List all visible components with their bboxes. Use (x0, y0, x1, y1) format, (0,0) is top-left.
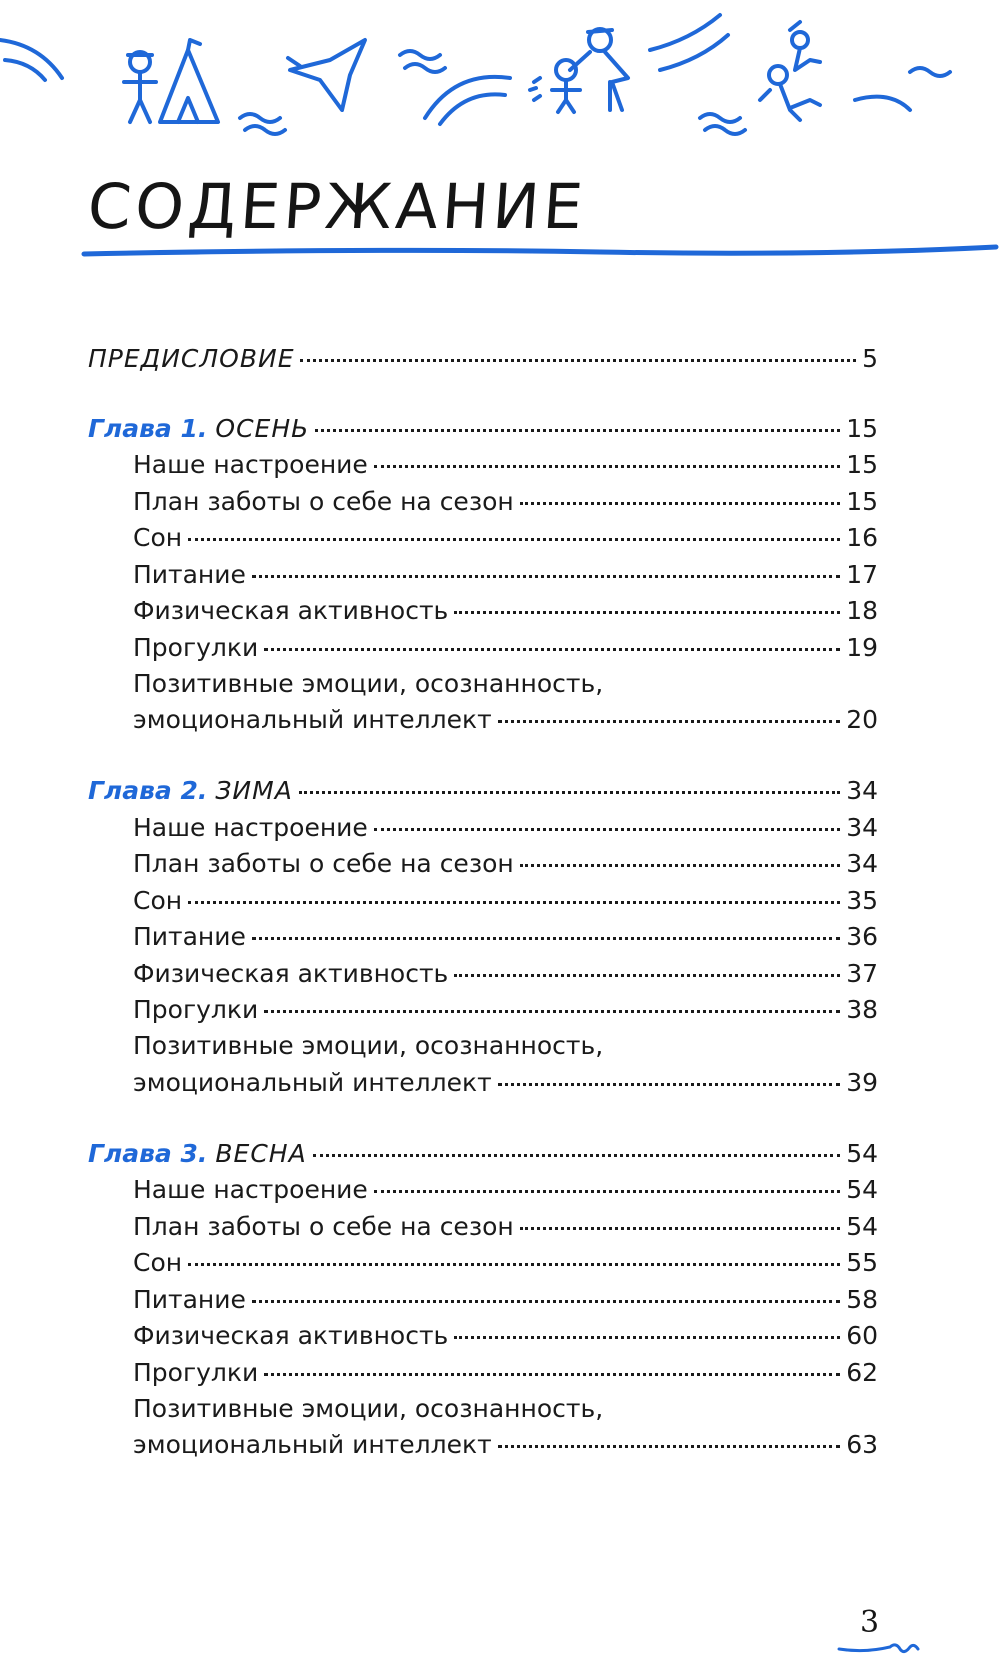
toc-entry-item[interactable] (133, 957, 878, 993)
toc-entry-page: 15 (846, 450, 878, 479)
toc-entry-page: 36 (846, 922, 878, 951)
toc-entry-label-line1[interactable]: Позитивные эмоции, осознанность, (133, 669, 604, 698)
toc-entry-label: Физическая активность (133, 1321, 449, 1350)
dot-leader (520, 864, 840, 867)
toc-entry-label-line1[interactable]: Позитивные эмоции, осознанность, (133, 1394, 604, 1423)
toc-entry-item[interactable] (133, 485, 878, 521)
toc-entry-item[interactable] (133, 594, 878, 630)
toc-entry-label: План заботы о себе на сезон (133, 849, 514, 878)
dot-leader (374, 465, 840, 468)
toc-entry-page: 15 (846, 487, 878, 516)
toc-entry-label: ПРЕДИСЛОВИЕ (88, 344, 295, 373)
toc-entry-page: 34 (846, 849, 878, 878)
toc-entry-page: 58 (846, 1285, 878, 1314)
toc-entry-item[interactable] (133, 631, 878, 667)
toc-entry-item[interactable] (133, 920, 878, 956)
toc-entry-page: 55 (846, 1248, 878, 1277)
toc-entry-item[interactable] (133, 1066, 878, 1102)
toc-entry-label: Сон (133, 1248, 183, 1277)
toc-entry-label: План заботы о себе на сезон (133, 487, 514, 516)
toc-entry-item[interactable] (133, 1319, 878, 1355)
toc-entry-label: эмоциональный интеллект (133, 1068, 492, 1097)
dot-leader (252, 575, 840, 578)
dot-leader (188, 1263, 840, 1266)
toc-entry-page: 18 (846, 596, 878, 625)
toc-entry-page: 34 (846, 813, 878, 842)
dot-leader (374, 828, 840, 831)
toc-entry-label: Физическая активность (133, 596, 449, 625)
toc-entry-page: 5 (862, 344, 878, 373)
toc-entry-page: 63 (846, 1430, 878, 1459)
toc-entry-item[interactable] (133, 558, 878, 594)
toc-entry-label: Прогулки (133, 1358, 259, 1387)
chapter-name: ВЕСНА (215, 1139, 307, 1168)
page-number-swash-icon (835, 1637, 925, 1655)
chapter-name: ЗИМА (215, 776, 293, 805)
dot-leader (300, 359, 856, 362)
toc-entry-label: эмоциональный интеллект (133, 705, 492, 734)
toc-entry-page: 62 (846, 1358, 878, 1387)
dot-leader (520, 1227, 840, 1230)
dot-leader (264, 648, 840, 651)
toc-entry-item[interactable] (133, 1428, 878, 1464)
toc-entry-label: Сон (133, 523, 183, 552)
page-number: 3 (860, 1605, 880, 1640)
dot-leader (264, 1010, 840, 1013)
dot-leader (498, 1445, 841, 1448)
toc-entry-label: Прогулки (133, 995, 259, 1024)
toc-entry-item[interactable] (133, 993, 878, 1029)
dot-leader (252, 1300, 840, 1303)
toc-entry-item[interactable] (133, 1210, 878, 1246)
toc-entry-page: 34 (846, 776, 878, 805)
toc-entry-label: План заботы о себе на сезон (133, 1212, 514, 1241)
chapter-prefix: Глава 3. (88, 1139, 208, 1168)
toc-entry-label: Питание (133, 1285, 246, 1314)
toc-entry-page: 54 (846, 1212, 878, 1241)
toc-entry-item[interactable] (133, 884, 878, 920)
dot-leader (454, 1336, 840, 1339)
toc-entry-page: 54 (846, 1139, 878, 1168)
toc-entry-page: 39 (846, 1068, 878, 1097)
dot-leader (313, 1154, 840, 1157)
toc-entry-chapter-2[interactable] (88, 774, 878, 810)
toc-entry-label: Наше настроение (133, 813, 368, 842)
toc-entry-item[interactable] (133, 1173, 878, 1209)
toc-entry-page: 60 (846, 1321, 878, 1350)
toc-entry-page: 38 (846, 995, 878, 1024)
dot-leader (374, 1190, 840, 1193)
dot-leader (498, 1083, 841, 1086)
toc-entry-item[interactable] (133, 811, 878, 847)
toc-entry-preface[interactable] (88, 342, 878, 378)
toc-entry-label: Наше настроение (133, 1175, 368, 1204)
toc-entry-item[interactable] (133, 847, 878, 883)
dot-leader (264, 1373, 840, 1376)
toc-entry-chapter-1[interactable] (88, 412, 878, 448)
toc-entry-page: 54 (846, 1175, 878, 1204)
toc-entry-item[interactable] (133, 703, 878, 739)
dot-leader (315, 429, 840, 432)
dot-leader (520, 502, 840, 505)
chapter-prefix: Глава 1. (88, 414, 208, 443)
toc-entry-item[interactable] (133, 448, 878, 484)
toc-entry-page: 15 (846, 414, 878, 443)
toc-entry-page: 20 (846, 705, 878, 734)
toc-entry-chapter-3[interactable] (88, 1137, 878, 1173)
dot-leader (454, 974, 840, 977)
dot-leader (252, 937, 840, 940)
chapter-prefix: Глава 2. (88, 776, 208, 805)
toc-entry-label: Прогулки (133, 633, 259, 662)
toc-entry-page: 35 (846, 886, 878, 915)
dot-leader (299, 791, 840, 794)
toc-entry-item[interactable] (133, 1283, 878, 1319)
toc-entry-page: 19 (846, 633, 878, 662)
toc-entry-item[interactable] (133, 1356, 878, 1392)
dot-leader (188, 901, 840, 904)
toc-entry-label: Сон (133, 886, 183, 915)
toc-entry-label: эмоциональный интеллект (133, 1430, 492, 1459)
toc-entry-label: Физическая активность (133, 959, 449, 988)
toc-entry-page: 17 (846, 560, 878, 589)
dot-leader (188, 538, 840, 541)
toc-entry-label-line1[interactable]: Позитивные эмоции, осознанность, (133, 1031, 604, 1060)
toc-entry-label: Питание (133, 560, 246, 589)
toc-entry-item[interactable] (133, 521, 878, 557)
toc-entry-label: Наше настроение (133, 450, 368, 479)
dot-leader (454, 611, 840, 614)
dot-leader (498, 720, 841, 723)
toc-entry-page: 37 (846, 959, 878, 988)
chapter-name: ОСЕНЬ (215, 414, 310, 443)
toc-entry-page: 16 (846, 523, 878, 552)
toc-entry-item[interactable] (133, 1246, 878, 1282)
toc-entry-label: Питание (133, 922, 246, 951)
page-title: СОДЕРЖАНИЕ (85, 170, 590, 243)
